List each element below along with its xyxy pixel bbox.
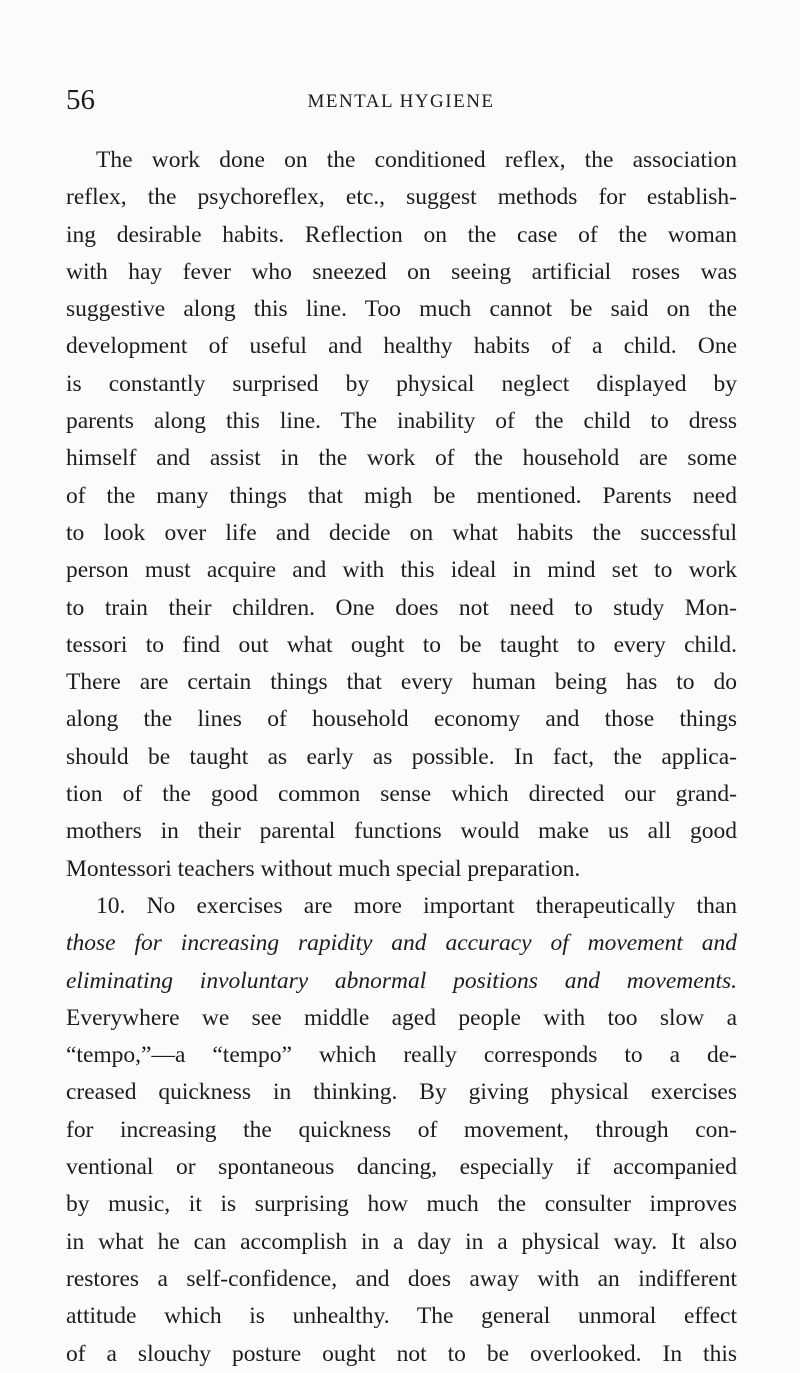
text-line: development of useful and healthy habits of a child. One (66, 333, 737, 360)
text-line: restores a self-confidence, and does away with an indifferent (66, 1265, 737, 1292)
text-line: parents along this line. The inability of the child to dress (66, 408, 737, 435)
text-line: attitude which is unhealthy. The general unmoral effect (66, 1303, 737, 1330)
text-line: to train their children. One does not need to study Mon- (66, 594, 737, 621)
italic-text-line: eliminating involuntary abnormal positions and movements. (66, 967, 737, 994)
italic-text-line: those for increasing rapidity and accuracy of movement and (66, 930, 737, 957)
page-number: 56 (66, 84, 95, 116)
text-line: There are certain things that every human being has to do (66, 669, 737, 696)
text-line: tion of the good common sense which directed our grand- (66, 781, 737, 808)
text-line: is constantly surprised by physical neglect displayed by (66, 370, 737, 397)
text-line: with hay fever who sneezed on seeing artificial roses was (66, 258, 737, 285)
text-line: of a slouchy posture ought not to be overlooked. In this (66, 1340, 737, 1367)
text-line: ventional or spontaneous dancing, especially if accompanied (66, 1154, 737, 1181)
text-line: Montessori teachers without much special preparation. (66, 855, 581, 882)
body-text (66, 142, 737, 1373)
text-line: ing desirable habits. Reflection on the case of the woman (66, 221, 737, 248)
text-line: reflex, the psychoreflex, etc., suggest methods for establish- (66, 184, 737, 211)
text-line: in what he can accomplish in a day in a physical way. It also (66, 1228, 737, 1255)
running-head (66, 80, 736, 120)
running-title: MENTAL HYGIENE (307, 91, 495, 112)
text-line: creased quickness in thinking. By giving physical exercises (66, 1079, 737, 1106)
text-line: person must acquire and with this ideal in mind set to work (66, 557, 737, 584)
text-line: mothers in their parental functions would make us all good (66, 818, 737, 845)
paragraph-habits (66, 142, 737, 888)
text-line: The work done on the conditioned reflex, the association (96, 147, 737, 173)
paragraph-exercises (66, 888, 737, 1373)
text-line: for increasing the quickness of movement, through con- (66, 1116, 737, 1143)
text-line: by music, it is surprising how much the consulter improves (66, 1191, 737, 1218)
text-line: of the many things that migh be mentioned. Parents need (66, 482, 737, 509)
text-line: “tempo,”—a “tempo” which really corresponds to a de- (66, 1042, 737, 1069)
text-line: suggestive along this line. Too much cannot be said on the (66, 296, 737, 323)
text-line: should be taught as early as possible. In fact, the applica- (66, 743, 737, 770)
text-line: Everywhere we see middle aged people with too slow a (66, 1004, 737, 1031)
text-line: along the lines of household economy and those things (66, 706, 737, 733)
text-line: to look over life and decide on what habits the successful (66, 519, 737, 546)
text-line: himself and assist in the work of the household are some (66, 445, 737, 472)
text-line: 10. No exercises are more important therapeutically than (96, 892, 737, 919)
text-line: tessori to find out what ought to be taught to every child. (66, 631, 737, 658)
